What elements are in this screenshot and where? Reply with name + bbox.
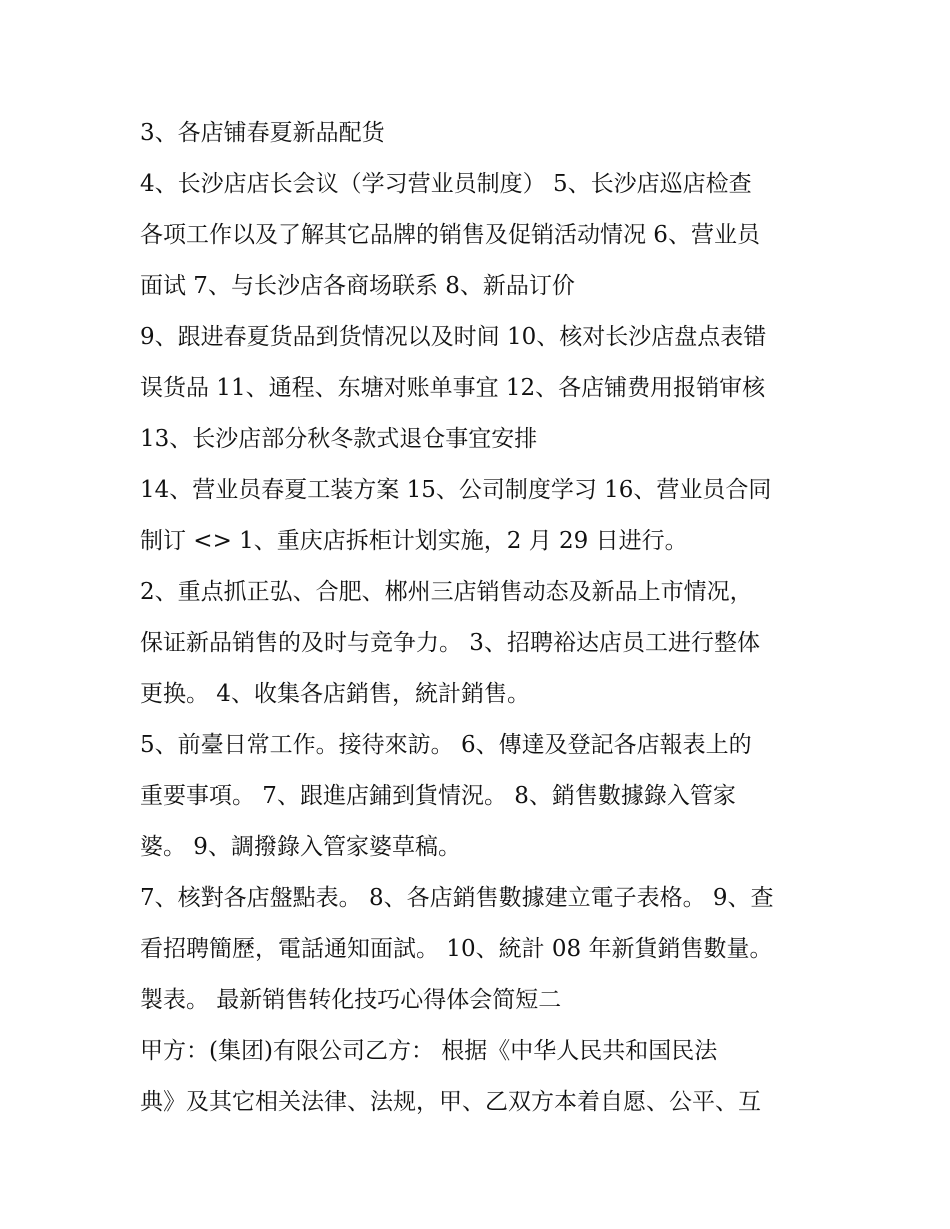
document-body bbox=[140, 108, 820, 1128]
text-line: 甲方：(集团)有限公司乙方： 根据《中华人民共和国民法 bbox=[140, 1038, 718, 1064]
text-line: 误货品 11、通程、东塘对账单事宜 12、各店铺费用报销审核 bbox=[140, 375, 766, 401]
text-line: 5、前臺日常工作。接待來訪。 6、傳達及登記各店報表上的 bbox=[140, 732, 752, 758]
text-line: 典》及其它相关法律、法规，甲、乙双方本着自愿、公平、互 bbox=[140, 1089, 761, 1115]
text-line: 4、长沙店店长会议（学习营业员制度） 5、长沙店巡店检查 bbox=[140, 171, 752, 197]
text-line: 婆。 9、調撥錄入管家婆草稿。 bbox=[140, 834, 461, 860]
text-line: 13、长沙店部分秋冬款式退仓事宜安排 bbox=[140, 426, 538, 452]
text-line: 9、跟进春夏货品到货情况以及时间 10、核对长沙店盘点表错 bbox=[140, 324, 767, 350]
text-line: 面试 7、与长沙店各商场联系 8、新品订价 bbox=[140, 273, 575, 299]
text-line: 看招聘簡歷，電話通知面試。 10、統計 08 年新貨銷售數量。 bbox=[140, 936, 773, 962]
text-line: 3、各店铺春夏新品配货 bbox=[140, 120, 385, 146]
text-line: 2、重点抓正弘、合肥、郴州三店销售动态及新品上市情况， bbox=[140, 579, 753, 605]
text-line: 更换。 4、收集各店銷售，統計銷售。 bbox=[140, 681, 530, 707]
text-line: 14、营业员春夏工装方案 15、公司制度学习 16、营业员合同 bbox=[140, 477, 772, 503]
text-line: 7、核對各店盤點表。 8、各店銷售數據建立電子表格。 9、查 bbox=[140, 885, 774, 911]
text-line: 重要事項。 7、跟進店鋪到貨情況。 8、銷售數據錄入管家 bbox=[140, 783, 736, 809]
text-line: 制订 <> 1、重庆店拆柜计划实施，2 月 29 日进行。 bbox=[140, 528, 688, 554]
text-line: 保证新品销售的及时与竞争力。 3、招聘裕达店员工进行整体 bbox=[140, 630, 760, 656]
text-line: 各项工作以及了解其它品牌的销售及促销活动情况 6、营业员 bbox=[140, 222, 760, 248]
text-line: 製表。 最新销售转化技巧心得体会简短二 bbox=[140, 987, 562, 1013]
